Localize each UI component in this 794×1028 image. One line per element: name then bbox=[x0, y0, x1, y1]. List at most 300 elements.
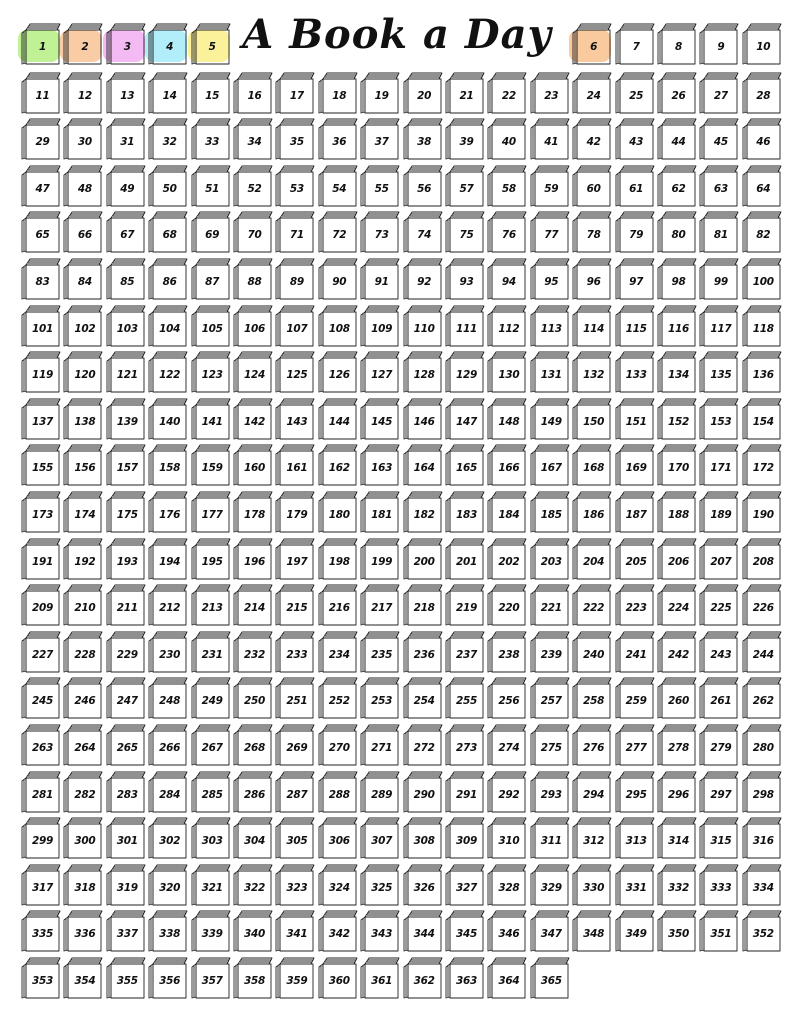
book-199[interactable] bbox=[360, 537, 400, 581]
book-164[interactable] bbox=[403, 443, 443, 487]
book-272[interactable] bbox=[403, 723, 443, 767]
book-328[interactable] bbox=[487, 863, 527, 907]
book-312[interactable] bbox=[572, 816, 612, 860]
book-240[interactable] bbox=[572, 630, 612, 674]
book-350[interactable] bbox=[657, 909, 697, 953]
book-299[interactable] bbox=[21, 816, 61, 860]
book-254[interactable] bbox=[403, 676, 443, 720]
book-358[interactable] bbox=[233, 956, 273, 1000]
book-131[interactable] bbox=[530, 350, 570, 394]
book-260[interactable] bbox=[657, 676, 697, 720]
book-34[interactable] bbox=[233, 117, 273, 161]
book-100[interactable] bbox=[742, 257, 782, 301]
book-53[interactable] bbox=[275, 164, 315, 208]
book-112[interactable] bbox=[487, 304, 527, 348]
book-283[interactable] bbox=[106, 770, 146, 814]
book-66[interactable] bbox=[63, 210, 103, 254]
book-1[interactable] bbox=[21, 22, 61, 66]
book-269[interactable] bbox=[275, 723, 315, 767]
book-40[interactable] bbox=[487, 117, 527, 161]
book-6[interactable] bbox=[572, 22, 612, 66]
book-324[interactable] bbox=[318, 863, 358, 907]
book-252[interactable] bbox=[318, 676, 358, 720]
book-114[interactable] bbox=[572, 304, 612, 348]
book-230[interactable] bbox=[148, 630, 188, 674]
book-264[interactable] bbox=[63, 723, 103, 767]
book-192[interactable] bbox=[63, 537, 103, 581]
book-295[interactable] bbox=[615, 770, 655, 814]
book-70[interactable] bbox=[233, 210, 273, 254]
book-108[interactable] bbox=[318, 304, 358, 348]
book-179[interactable] bbox=[275, 490, 315, 534]
book-348[interactable] bbox=[572, 909, 612, 953]
book-201[interactable] bbox=[445, 537, 485, 581]
book-76[interactable] bbox=[487, 210, 527, 254]
book-207[interactable] bbox=[699, 537, 739, 581]
book-253[interactable] bbox=[360, 676, 400, 720]
book-341[interactable] bbox=[275, 909, 315, 953]
book-274[interactable] bbox=[487, 723, 527, 767]
book-313[interactable] bbox=[615, 816, 655, 860]
book-18[interactable] bbox=[318, 71, 358, 115]
book-259[interactable] bbox=[615, 676, 655, 720]
book-20[interactable] bbox=[403, 71, 443, 115]
book-235[interactable] bbox=[360, 630, 400, 674]
book-73[interactable] bbox=[360, 210, 400, 254]
book-145[interactable] bbox=[360, 397, 400, 441]
book-83[interactable] bbox=[21, 257, 61, 301]
book-353[interactable] bbox=[21, 956, 61, 1000]
book-25[interactable] bbox=[615, 71, 655, 115]
book-158[interactable] bbox=[148, 443, 188, 487]
book-167[interactable] bbox=[530, 443, 570, 487]
book-120[interactable] bbox=[63, 350, 103, 394]
book-144[interactable] bbox=[318, 397, 358, 441]
book-159[interactable] bbox=[191, 443, 231, 487]
book-236[interactable] bbox=[403, 630, 443, 674]
book-307[interactable] bbox=[360, 816, 400, 860]
book-41[interactable] bbox=[530, 117, 570, 161]
book-309[interactable] bbox=[445, 816, 485, 860]
book-49[interactable] bbox=[106, 164, 146, 208]
book-173[interactable] bbox=[21, 490, 61, 534]
book-298[interactable] bbox=[742, 770, 782, 814]
book-302[interactable] bbox=[148, 816, 188, 860]
book-21[interactable] bbox=[445, 71, 485, 115]
book-223[interactable] bbox=[615, 583, 655, 627]
book-166[interactable] bbox=[487, 443, 527, 487]
book-84[interactable] bbox=[63, 257, 103, 301]
book-77[interactable] bbox=[530, 210, 570, 254]
book-197[interactable] bbox=[275, 537, 315, 581]
book-229[interactable] bbox=[106, 630, 146, 674]
book-297[interactable] bbox=[699, 770, 739, 814]
book-237[interactable] bbox=[445, 630, 485, 674]
book-165[interactable] bbox=[445, 443, 485, 487]
book-233[interactable] bbox=[275, 630, 315, 674]
book-52[interactable] bbox=[233, 164, 273, 208]
book-132[interactable] bbox=[572, 350, 612, 394]
book-206[interactable] bbox=[657, 537, 697, 581]
book-150[interactable] bbox=[572, 397, 612, 441]
book-355[interactable] bbox=[106, 956, 146, 1000]
book-255[interactable] bbox=[445, 676, 485, 720]
book-318[interactable] bbox=[63, 863, 103, 907]
book-102[interactable] bbox=[63, 304, 103, 348]
book-363[interactable] bbox=[445, 956, 485, 1000]
book-29[interactable] bbox=[21, 117, 61, 161]
book-234[interactable] bbox=[318, 630, 358, 674]
book-241[interactable] bbox=[615, 630, 655, 674]
book-356[interactable] bbox=[148, 956, 188, 1000]
book-178[interactable] bbox=[233, 490, 273, 534]
book-224[interactable] bbox=[657, 583, 697, 627]
book-256[interactable] bbox=[487, 676, 527, 720]
book-265[interactable] bbox=[106, 723, 146, 767]
book-316[interactable] bbox=[742, 816, 782, 860]
book-31[interactable] bbox=[106, 117, 146, 161]
book-13[interactable] bbox=[106, 71, 146, 115]
book-3[interactable] bbox=[106, 22, 146, 66]
book-89[interactable] bbox=[275, 257, 315, 301]
book-266[interactable] bbox=[148, 723, 188, 767]
book-80[interactable] bbox=[657, 210, 697, 254]
book-332[interactable] bbox=[657, 863, 697, 907]
book-345[interactable] bbox=[445, 909, 485, 953]
book-74[interactable] bbox=[403, 210, 443, 254]
book-188[interactable] bbox=[657, 490, 697, 534]
book-365[interactable] bbox=[530, 956, 570, 1000]
book-334[interactable] bbox=[742, 863, 782, 907]
book-301[interactable] bbox=[106, 816, 146, 860]
book-329[interactable] bbox=[530, 863, 570, 907]
book-310[interactable] bbox=[487, 816, 527, 860]
book-221[interactable] bbox=[530, 583, 570, 627]
book-227[interactable] bbox=[21, 630, 61, 674]
book-117[interactable] bbox=[699, 304, 739, 348]
book-203[interactable] bbox=[530, 537, 570, 581]
book-288[interactable] bbox=[318, 770, 358, 814]
book-169[interactable] bbox=[615, 443, 655, 487]
book-291[interactable] bbox=[445, 770, 485, 814]
book-239[interactable] bbox=[530, 630, 570, 674]
book-110[interactable] bbox=[403, 304, 443, 348]
book-67[interactable] bbox=[106, 210, 146, 254]
book-361[interactable] bbox=[360, 956, 400, 1000]
book-122[interactable] bbox=[148, 350, 188, 394]
book-5[interactable] bbox=[191, 22, 231, 66]
book-271[interactable] bbox=[360, 723, 400, 767]
book-193[interactable] bbox=[106, 537, 146, 581]
book-106[interactable] bbox=[233, 304, 273, 348]
book-300[interactable] bbox=[63, 816, 103, 860]
book-163[interactable] bbox=[360, 443, 400, 487]
book-136[interactable] bbox=[742, 350, 782, 394]
book-23[interactable] bbox=[530, 71, 570, 115]
book-287[interactable] bbox=[275, 770, 315, 814]
book-61[interactable] bbox=[615, 164, 655, 208]
book-143[interactable] bbox=[275, 397, 315, 441]
book-194[interactable] bbox=[148, 537, 188, 581]
book-111[interactable] bbox=[445, 304, 485, 348]
book-64[interactable] bbox=[742, 164, 782, 208]
book-175[interactable] bbox=[106, 490, 146, 534]
book-126[interactable] bbox=[318, 350, 358, 394]
book-290[interactable] bbox=[403, 770, 443, 814]
book-45[interactable] bbox=[699, 117, 739, 161]
book-323[interactable] bbox=[275, 863, 315, 907]
book-33[interactable] bbox=[191, 117, 231, 161]
book-140[interactable] bbox=[148, 397, 188, 441]
book-247[interactable] bbox=[106, 676, 146, 720]
book-342[interactable] bbox=[318, 909, 358, 953]
book-320[interactable] bbox=[148, 863, 188, 907]
book-268[interactable] bbox=[233, 723, 273, 767]
book-14[interactable] bbox=[148, 71, 188, 115]
book-346[interactable] bbox=[487, 909, 527, 953]
book-267[interactable] bbox=[191, 723, 231, 767]
book-286[interactable] bbox=[233, 770, 273, 814]
book-333[interactable] bbox=[699, 863, 739, 907]
book-314[interactable] bbox=[657, 816, 697, 860]
book-190[interactable] bbox=[742, 490, 782, 534]
book-217[interactable] bbox=[360, 583, 400, 627]
book-26[interactable] bbox=[657, 71, 697, 115]
book-364[interactable] bbox=[487, 956, 527, 1000]
book-352[interactable] bbox=[742, 909, 782, 953]
book-90[interactable] bbox=[318, 257, 358, 301]
book-93[interactable] bbox=[445, 257, 485, 301]
book-152[interactable] bbox=[657, 397, 697, 441]
book-357[interactable] bbox=[191, 956, 231, 1000]
book-85[interactable] bbox=[106, 257, 146, 301]
book-209[interactable] bbox=[21, 583, 61, 627]
book-65[interactable] bbox=[21, 210, 61, 254]
book-4[interactable] bbox=[148, 22, 188, 66]
book-214[interactable] bbox=[233, 583, 273, 627]
book-174[interactable] bbox=[63, 490, 103, 534]
book-311[interactable] bbox=[530, 816, 570, 860]
book-96[interactable] bbox=[572, 257, 612, 301]
book-58[interactable] bbox=[487, 164, 527, 208]
book-125[interactable] bbox=[275, 350, 315, 394]
book-154[interactable] bbox=[742, 397, 782, 441]
book-198[interactable] bbox=[318, 537, 358, 581]
book-279[interactable] bbox=[699, 723, 739, 767]
book-330[interactable] bbox=[572, 863, 612, 907]
book-211[interactable] bbox=[106, 583, 146, 627]
book-109[interactable] bbox=[360, 304, 400, 348]
book-275[interactable] bbox=[530, 723, 570, 767]
book-54[interactable] bbox=[318, 164, 358, 208]
book-228[interactable] bbox=[63, 630, 103, 674]
book-336[interactable] bbox=[63, 909, 103, 953]
book-142[interactable] bbox=[233, 397, 273, 441]
book-262[interactable] bbox=[742, 676, 782, 720]
book-11[interactable] bbox=[21, 71, 61, 115]
book-16[interactable] bbox=[233, 71, 273, 115]
book-277[interactable] bbox=[615, 723, 655, 767]
book-284[interactable] bbox=[148, 770, 188, 814]
book-153[interactable] bbox=[699, 397, 739, 441]
book-304[interactable] bbox=[233, 816, 273, 860]
book-160[interactable] bbox=[233, 443, 273, 487]
book-322[interactable] bbox=[233, 863, 273, 907]
book-176[interactable] bbox=[148, 490, 188, 534]
book-99[interactable] bbox=[699, 257, 739, 301]
book-213[interactable] bbox=[191, 583, 231, 627]
book-225[interactable] bbox=[699, 583, 739, 627]
book-191[interactable] bbox=[21, 537, 61, 581]
book-335[interactable] bbox=[21, 909, 61, 953]
book-337[interactable] bbox=[106, 909, 146, 953]
book-37[interactable] bbox=[360, 117, 400, 161]
book-325[interactable] bbox=[360, 863, 400, 907]
book-12[interactable] bbox=[63, 71, 103, 115]
book-216[interactable] bbox=[318, 583, 358, 627]
book-147[interactable] bbox=[445, 397, 485, 441]
book-75[interactable] bbox=[445, 210, 485, 254]
book-278[interactable] bbox=[657, 723, 697, 767]
book-156[interactable] bbox=[63, 443, 103, 487]
book-326[interactable] bbox=[403, 863, 443, 907]
book-119[interactable] bbox=[21, 350, 61, 394]
book-141[interactable] bbox=[191, 397, 231, 441]
book-78[interactable] bbox=[572, 210, 612, 254]
book-128[interactable] bbox=[403, 350, 443, 394]
book-204[interactable] bbox=[572, 537, 612, 581]
book-97[interactable] bbox=[615, 257, 655, 301]
book-261[interactable] bbox=[699, 676, 739, 720]
book-24[interactable] bbox=[572, 71, 612, 115]
book-270[interactable] bbox=[318, 723, 358, 767]
book-181[interactable] bbox=[360, 490, 400, 534]
book-305[interactable] bbox=[275, 816, 315, 860]
book-121[interactable] bbox=[106, 350, 146, 394]
book-104[interactable] bbox=[148, 304, 188, 348]
book-101[interactable] bbox=[21, 304, 61, 348]
book-177[interactable] bbox=[191, 490, 231, 534]
book-35[interactable] bbox=[275, 117, 315, 161]
book-32[interactable] bbox=[148, 117, 188, 161]
book-292[interactable] bbox=[487, 770, 527, 814]
book-171[interactable] bbox=[699, 443, 739, 487]
book-123[interactable] bbox=[191, 350, 231, 394]
book-38[interactable] bbox=[403, 117, 443, 161]
book-86[interactable] bbox=[148, 257, 188, 301]
book-347[interactable] bbox=[530, 909, 570, 953]
book-231[interactable] bbox=[191, 630, 231, 674]
book-127[interactable] bbox=[360, 350, 400, 394]
book-246[interactable] bbox=[63, 676, 103, 720]
book-151[interactable] bbox=[615, 397, 655, 441]
book-57[interactable] bbox=[445, 164, 485, 208]
book-139[interactable] bbox=[106, 397, 146, 441]
book-2[interactable] bbox=[63, 22, 103, 66]
book-360[interactable] bbox=[318, 956, 358, 1000]
book-263[interactable] bbox=[21, 723, 61, 767]
book-36[interactable] bbox=[318, 117, 358, 161]
book-22[interactable] bbox=[487, 71, 527, 115]
book-134[interactable] bbox=[657, 350, 697, 394]
book-338[interactable] bbox=[148, 909, 188, 953]
book-218[interactable] bbox=[403, 583, 443, 627]
book-343[interactable] bbox=[360, 909, 400, 953]
book-79[interactable] bbox=[615, 210, 655, 254]
book-184[interactable] bbox=[487, 490, 527, 534]
book-42[interactable] bbox=[572, 117, 612, 161]
book-289[interactable] bbox=[360, 770, 400, 814]
book-220[interactable] bbox=[487, 583, 527, 627]
book-28[interactable] bbox=[742, 71, 782, 115]
book-172[interactable] bbox=[742, 443, 782, 487]
book-327[interactable] bbox=[445, 863, 485, 907]
book-293[interactable] bbox=[530, 770, 570, 814]
book-105[interactable] bbox=[191, 304, 231, 348]
book-294[interactable] bbox=[572, 770, 612, 814]
book-9[interactable] bbox=[699, 22, 739, 66]
book-124[interactable] bbox=[233, 350, 273, 394]
book-187[interactable] bbox=[615, 490, 655, 534]
book-317[interactable] bbox=[21, 863, 61, 907]
book-51[interactable] bbox=[191, 164, 231, 208]
book-135[interactable] bbox=[699, 350, 739, 394]
book-280[interactable] bbox=[742, 723, 782, 767]
book-82[interactable] bbox=[742, 210, 782, 254]
book-315[interactable] bbox=[699, 816, 739, 860]
book-238[interactable] bbox=[487, 630, 527, 674]
book-331[interactable] bbox=[615, 863, 655, 907]
book-55[interactable] bbox=[360, 164, 400, 208]
book-200[interactable] bbox=[403, 537, 443, 581]
book-39[interactable] bbox=[445, 117, 485, 161]
book-63[interactable] bbox=[699, 164, 739, 208]
book-116[interactable] bbox=[657, 304, 697, 348]
book-303[interactable] bbox=[191, 816, 231, 860]
book-242[interactable] bbox=[657, 630, 697, 674]
book-208[interactable] bbox=[742, 537, 782, 581]
book-182[interactable] bbox=[403, 490, 443, 534]
book-162[interactable] bbox=[318, 443, 358, 487]
book-250[interactable] bbox=[233, 676, 273, 720]
book-306[interactable] bbox=[318, 816, 358, 860]
book-10[interactable] bbox=[742, 22, 782, 66]
book-155[interactable] bbox=[21, 443, 61, 487]
book-118[interactable] bbox=[742, 304, 782, 348]
book-195[interactable] bbox=[191, 537, 231, 581]
book-115[interactable] bbox=[615, 304, 655, 348]
book-137[interactable] bbox=[21, 397, 61, 441]
book-91[interactable] bbox=[360, 257, 400, 301]
book-251[interactable] bbox=[275, 676, 315, 720]
book-362[interactable] bbox=[403, 956, 443, 1000]
book-43[interactable] bbox=[615, 117, 655, 161]
book-62[interactable] bbox=[657, 164, 697, 208]
book-161[interactable] bbox=[275, 443, 315, 487]
book-319[interactable] bbox=[106, 863, 146, 907]
book-180[interactable] bbox=[318, 490, 358, 534]
book-129[interactable] bbox=[445, 350, 485, 394]
book-205[interactable] bbox=[615, 537, 655, 581]
book-72[interactable] bbox=[318, 210, 358, 254]
book-257[interactable] bbox=[530, 676, 570, 720]
book-56[interactable] bbox=[403, 164, 443, 208]
book-44[interactable] bbox=[657, 117, 697, 161]
book-282[interactable] bbox=[63, 770, 103, 814]
book-50[interactable] bbox=[148, 164, 188, 208]
book-46[interactable] bbox=[742, 117, 782, 161]
book-60[interactable] bbox=[572, 164, 612, 208]
